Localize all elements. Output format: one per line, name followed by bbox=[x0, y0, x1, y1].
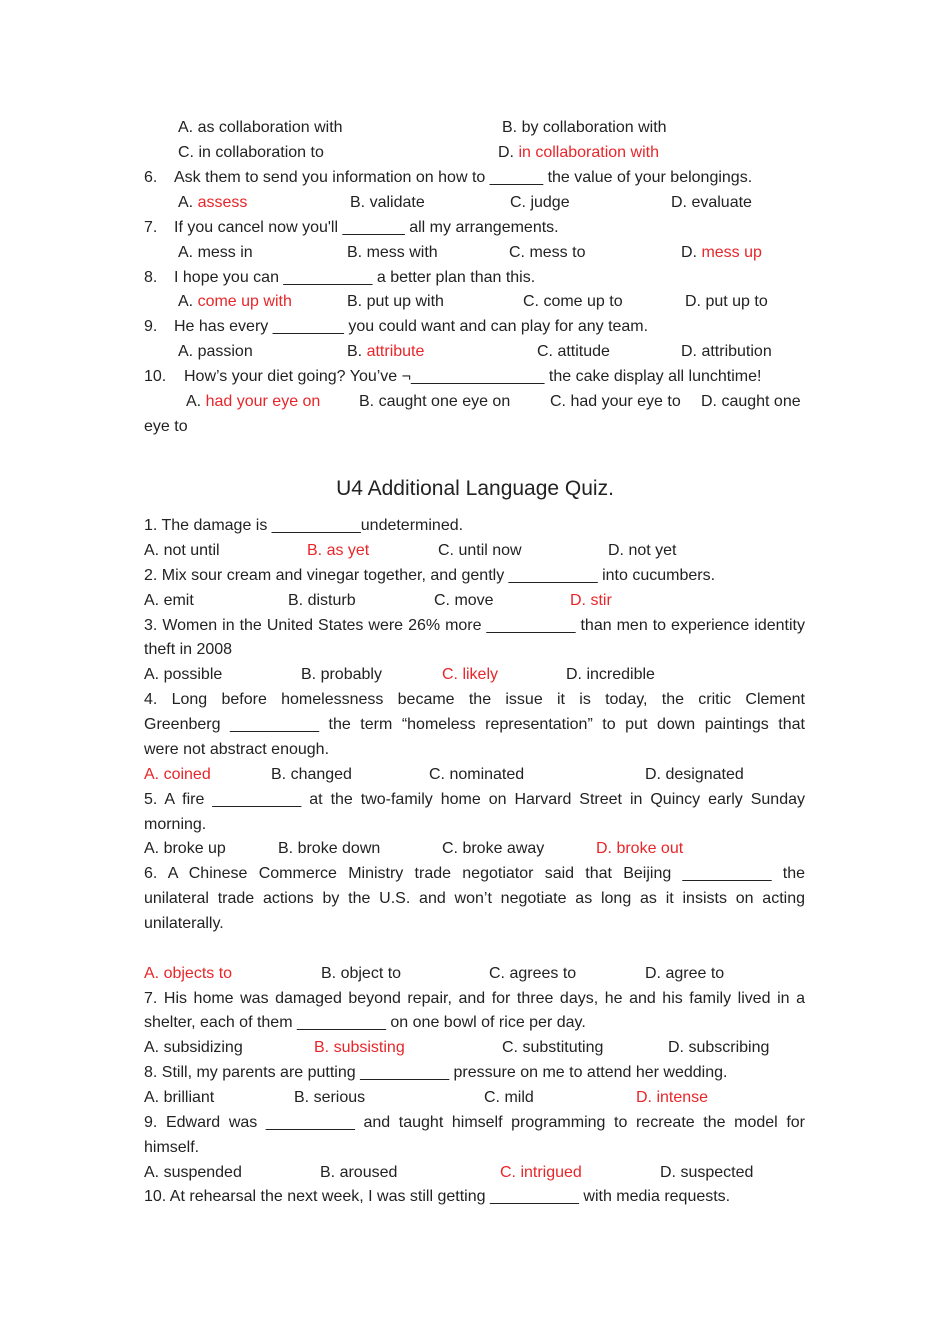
q5-option-b: B. by collaboration with bbox=[502, 119, 667, 136]
q10-option-d: D. caught one bbox=[701, 393, 801, 410]
q8-option-d: D. put up to bbox=[685, 293, 768, 310]
q7-number: 7. bbox=[144, 219, 158, 236]
quiz-q4-question-line2: Greenberg __________ the term “homeless representation” to put down paintings that bbox=[144, 716, 805, 733]
quiz-q5-option-b: B. broke down bbox=[278, 840, 381, 857]
quiz-q6-option-b: B. object to bbox=[321, 965, 402, 982]
quiz-q1-option-a: A. not until bbox=[144, 542, 220, 559]
q7-question: If you cancel now you'll _______ all my arrangements. bbox=[174, 219, 559, 236]
answer-highlight: mess up bbox=[701, 244, 762, 261]
q10-option-d-continued: eye to bbox=[144, 418, 188, 435]
quiz-q10-question: 10. At rehearsal the next week, I was still getting __________ with media requests. bbox=[144, 1188, 731, 1205]
q8-option-c: C. come up to bbox=[523, 293, 623, 310]
quiz-q1-question: 1. The damage is __________undetermined. bbox=[144, 517, 464, 534]
q9-option-b: B. attribute bbox=[347, 343, 425, 360]
page-title: U4 Additional Language Quiz. bbox=[336, 477, 614, 500]
quiz-q4-question-line1: 4. Long before homelessness became the issue it is today, the critic Clement bbox=[144, 691, 805, 708]
quiz-q2-option-c: C. move bbox=[434, 592, 494, 609]
quiz-q1-option-c: C. until now bbox=[438, 542, 522, 559]
quiz-q1-option-d: D. not yet bbox=[608, 542, 677, 559]
quiz-q8-option-b: B. serious bbox=[294, 1089, 366, 1106]
quiz-q7-option-c: C. substituting bbox=[502, 1039, 604, 1056]
q8-option-b: B. put up with bbox=[347, 293, 444, 310]
quiz-q4-option-d: D. designated bbox=[645, 766, 744, 783]
quiz-q2-option-d: D. stir bbox=[570, 592, 612, 609]
q7-option-a: A. mess in bbox=[178, 244, 253, 261]
q7-option-b: B. mess with bbox=[347, 244, 438, 261]
answer-highlight: in collaboration with bbox=[518, 144, 659, 161]
answer-highlight: attribute bbox=[366, 343, 425, 360]
quiz-q9-option-c: C. intrigued bbox=[500, 1164, 582, 1181]
answer-highlight: come up with bbox=[197, 293, 292, 310]
q8-question: I hope you can __________ a better plan than this. bbox=[174, 269, 536, 286]
q10-question: How’s your diet going? You’ve ¬_______________ the cake display all lunchtime! bbox=[184, 368, 762, 385]
quiz-q8-question: 8. Still, my parents are putting __________ pressure on me to attend her wedding. bbox=[144, 1064, 728, 1081]
q6-option-a: A. assess bbox=[178, 194, 248, 211]
quiz-q4-option-a: A. coined bbox=[144, 766, 211, 783]
q5-option-a: A. as collaboration with bbox=[178, 119, 343, 136]
quiz-q5-question-line2: morning. bbox=[144, 816, 207, 833]
q5-option-c: C. in collaboration to bbox=[178, 144, 324, 161]
q8-option-a: A. come up with bbox=[178, 293, 292, 310]
q6-option-c: C. judge bbox=[510, 194, 570, 211]
quiz-q2-question: 2. Mix sour cream and vinegar together, and gently __________ into cucumbers. bbox=[144, 567, 716, 584]
quiz-q5-question-line1: 5. A fire __________ at the two-family home on Harvard Street in Quincy early Sunday bbox=[144, 791, 805, 808]
q9-number: 9. bbox=[144, 318, 158, 335]
quiz-q8-option-a: A. brilliant bbox=[144, 1089, 215, 1106]
quiz-q4-option-b: B. changed bbox=[271, 766, 352, 783]
quiz-q2-option-a: A. emit bbox=[144, 592, 194, 609]
quiz-q9-question-line2: himself. bbox=[144, 1139, 200, 1156]
quiz-q6-question-line3: unilaterally. bbox=[144, 915, 224, 932]
q6-option-b: B. validate bbox=[350, 194, 425, 211]
answer-highlight: had your eye on bbox=[205, 393, 321, 410]
quiz-q9-option-d: D. suspected bbox=[660, 1164, 754, 1181]
quiz-q3-option-b: B. probably bbox=[301, 666, 382, 683]
q6-option-d: D. evaluate bbox=[671, 194, 752, 211]
quiz-q9-option-b: B. aroused bbox=[320, 1164, 398, 1181]
quiz-q7-option-b: B. subsisting bbox=[314, 1039, 405, 1056]
q6-question: Ask them to send you information on how to ______ the value of your belongings. bbox=[174, 169, 753, 186]
q6-number: 6. bbox=[144, 169, 158, 186]
quiz-q9-option-a: A. suspended bbox=[144, 1164, 242, 1181]
quiz-q6-question-line2: unilateral trade actions by the U.S. and won’t negotiate as long as it insists on acting bbox=[144, 890, 805, 907]
quiz-q1-option-b: B. as yet bbox=[307, 542, 370, 559]
quiz-q3-question-line1: 3. Women in the United States were 26% more __________ than men to experience identity bbox=[144, 617, 805, 634]
quiz-q6-option-c: C. agrees to bbox=[489, 965, 577, 982]
q5-option-d: D. in collaboration with bbox=[498, 144, 659, 161]
quiz-q2-option-b: B. disturb bbox=[288, 592, 356, 609]
q10-option-c: C. had your eye to bbox=[550, 393, 681, 410]
quiz-q9-question-line1: 9. Edward was __________ and taught himself programming to recreate the model for bbox=[144, 1114, 805, 1131]
answer-highlight: assess bbox=[197, 194, 248, 211]
quiz-q5-option-c: C. broke away bbox=[442, 840, 545, 857]
quiz-q7-question-line1: 7. His home was damaged beyond repair, and for three days, he and his family lived in a bbox=[144, 990, 805, 1007]
quiz-q5-option-d: D. broke out bbox=[596, 840, 684, 857]
quiz-q6-option-d: D. agree to bbox=[645, 965, 725, 982]
q9-option-a: A. passion bbox=[178, 343, 253, 360]
q7-option-c: C. mess to bbox=[509, 244, 586, 261]
quiz-q3-option-d: D. incredible bbox=[566, 666, 655, 683]
q7-option-d: D. mess up bbox=[681, 244, 762, 261]
q9-question: He has every ________ you could want and can play for any team. bbox=[174, 318, 649, 335]
quiz-q3-option-a: A. possible bbox=[144, 666, 223, 683]
q10-number: 10. bbox=[144, 368, 167, 385]
quiz-q6-question-line1: 6. A Chinese Commerce Ministry trade negotiator said that Beijing __________ the bbox=[144, 865, 805, 882]
q9-option-c: C. attitude bbox=[537, 343, 610, 360]
q8-number: 8. bbox=[144, 269, 158, 286]
quiz-q7-option-a: A. subsidizing bbox=[144, 1039, 243, 1056]
quiz-q6-option-a: A. objects to bbox=[144, 965, 233, 982]
q9-option-d: D. attribution bbox=[681, 343, 772, 360]
quiz-q7-question-line2: shelter, each of them __________ on one bowl of rice per day. bbox=[144, 1014, 586, 1031]
quiz-q8-option-d: D. intense bbox=[636, 1089, 709, 1106]
quiz-q4-option-c: C. nominated bbox=[429, 766, 525, 783]
quiz-q7-option-d: D. subscribing bbox=[668, 1039, 770, 1056]
q10-option-b: B. caught one eye on bbox=[359, 393, 511, 410]
quiz-q3-option-c: C. likely bbox=[442, 666, 499, 683]
q10-option-a: A. had your eye on bbox=[186, 393, 321, 410]
quiz-q8-option-c: C. mild bbox=[484, 1089, 534, 1106]
quiz-q5-option-a: A. broke up bbox=[144, 840, 226, 857]
quiz-q3-question-line2: theft in 2008 bbox=[144, 641, 233, 658]
quiz-q4-question-line3: were not abstract enough. bbox=[144, 741, 330, 758]
